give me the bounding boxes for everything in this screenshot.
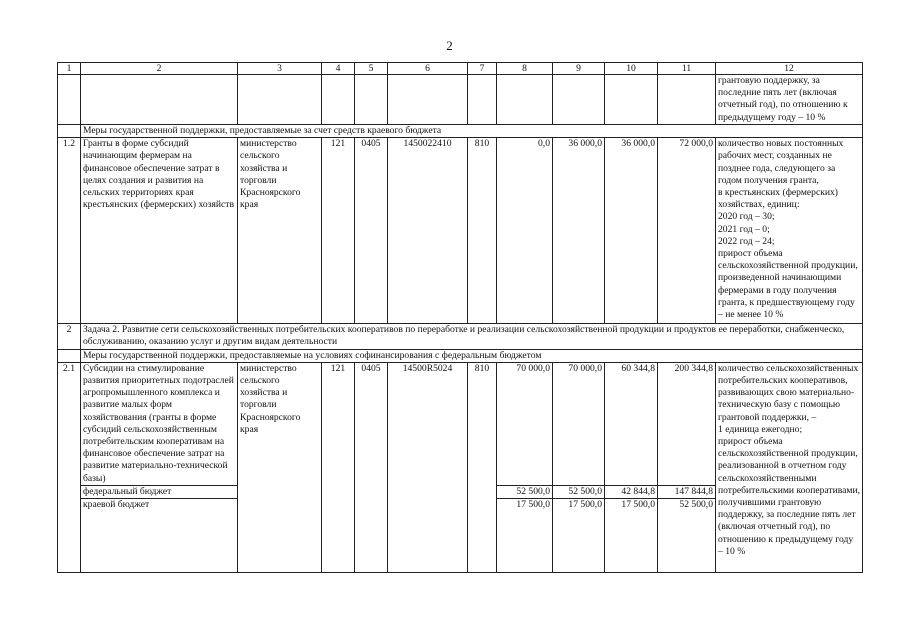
col-header: 11 — [658, 63, 716, 75]
amount-year-3: 42 844,8 — [605, 485, 658, 498]
table-row-2-1 — [58, 362, 863, 485]
amount-year-2: 70 000,0 — [553, 362, 605, 485]
amount-year-2: 36 000,0 — [553, 138, 605, 324]
result-line: в крестьянских (фермерских) хозяйствах, единиц: — [718, 187, 838, 211]
col-header: 9 — [553, 63, 605, 75]
col-header: 3 — [238, 63, 322, 75]
amount-total: 72 000,0 — [658, 138, 716, 324]
amount-year-2: 17 500,0 — [553, 499, 605, 573]
result-line: 2020 год – 30; — [718, 211, 775, 223]
result-indicator-continued: грантовую поддержку, за последние пять лет (включая отчетный год), по отношению к предыдущему году – 10 % — [716, 75, 863, 125]
target-article-code: 1450022410 — [388, 138, 468, 324]
target-article-code: 14500R5024 — [388, 362, 468, 485]
col-header: 5 — [355, 63, 388, 75]
result-indicator — [716, 138, 863, 324]
amount-total: 147 844,8 — [658, 485, 716, 498]
amount-year-2: 52 500,0 — [553, 485, 605, 498]
grbs-code: 121 — [322, 138, 355, 324]
col-header: 7 — [468, 63, 497, 75]
amount-year-3: 17 500,0 — [605, 499, 658, 573]
row-number: 2.1 — [58, 362, 81, 485]
col-header: 6 — [388, 63, 468, 75]
responsible-org: министерство сельского хозяйства и торговли Красноярского края — [238, 362, 322, 485]
section-heading-row — [58, 125, 863, 138]
page-number: 2 — [446, 38, 453, 53]
result-line: прирост объема сельскохозяйственной продукции, реализованной в отчетном году сельскохозяйственными потребительскими кооперативами, получившими грантовую поддержку, за последние пять лет (включая отчетный год), по отношению к предыдущему году – 10 % — [718, 436, 861, 557]
grbs-code: 121 — [322, 362, 355, 485]
result-line: прирост объема сельскохозяйственной продукции, произведенной начинающими фермерами в году получения гранта, к предшествующему году – не менее 10 % — [718, 248, 858, 321]
expense-type-code: 810 — [468, 138, 497, 324]
section-heading-row — [58, 349, 863, 362]
amount-total: 200 344,8 — [658, 362, 716, 485]
budget-label: федеральный бюджет — [81, 485, 238, 498]
amount-year-3: 36 000,0 — [605, 138, 658, 324]
amount-year-1: 70 000,0 — [497, 362, 553, 485]
section-code: 0405 — [355, 362, 388, 485]
task-heading: Задача 2. Развитие сети сельскохозяйственных потребительских кооперативов по переработке и реализации сельскохозяйственной продукции и продуктов ее переработки, снабженческо, обслуживанию, оказанию услуг и другим видам деятельности — [81, 324, 863, 349]
amount-year-1: 52 500,0 — [497, 485, 553, 498]
amount-year-1: 17 500,0 — [497, 499, 553, 573]
result-line: 1 единица ежегодно; — [718, 423, 803, 435]
col-header: 2 — [81, 63, 238, 75]
amount-total: 52 500,0 — [658, 499, 716, 573]
measure-name: Субсидии на стимулирование развития приоритетных подотраслей агропромышленного комплекса и развитие малых форм хозяйствования (гранты в форме субсидий сельскохозяйственным потребительским кооперативам на финансовое обеспечение затрат на развитие материально-технической базы) — [81, 362, 238, 485]
measure-name: Гранты в форме субсидий начинающим фермерам на финансовое обеспечение затрат в целях создания и развития на сельских территориях края крестьянских (фермерских) хозяйств — [81, 138, 238, 324]
table-row-2 — [58, 324, 863, 349]
row-number: 2 — [58, 324, 81, 349]
section-heading-federal: Меры государственной поддержки, предоставляемые на условиях софинансирования с федеральным бюджетом — [81, 349, 863, 362]
column-number-row — [58, 63, 863, 75]
amount-year-3: 60 344,8 — [605, 362, 658, 485]
budget-label: краевой бюджет — [81, 499, 238, 573]
responsible-org: министерство сельского хозяйства и торговли Красноярского края — [238, 138, 322, 324]
expense-type-code: 810 — [468, 362, 497, 485]
col-header: 4 — [322, 63, 355, 75]
program-measures-table — [57, 62, 863, 573]
result-indicator — [716, 362, 863, 572]
result-line: 2021 год – 0; — [718, 223, 770, 235]
col-header: 8 — [497, 63, 553, 75]
section-code: 0405 — [355, 138, 388, 324]
section-heading-kraevoy: Меры государственной поддержки, предоставляемые за счет средств краевого бюджета — [81, 125, 863, 138]
result-line: количество новых постоянных рабочих мест, созданных не позднее года, следующего за годом получения гранта, — [718, 138, 844, 186]
col-header: 10 — [605, 63, 658, 75]
continuation-row — [58, 75, 863, 125]
result-line: количество сельскохозяйственных потребительских кооперативов, развивающих свою материально-техническую базу с помощью грантовой поддержки, – — [718, 362, 859, 423]
result-line: 2022 год – 24; — [718, 235, 775, 247]
amount-year-1: 0,0 — [497, 138, 553, 324]
col-header: 1 — [58, 63, 81, 75]
col-header: 12 — [716, 63, 863, 75]
row-number: 1.2 — [58, 138, 81, 324]
table-row-1-2 — [58, 138, 863, 324]
